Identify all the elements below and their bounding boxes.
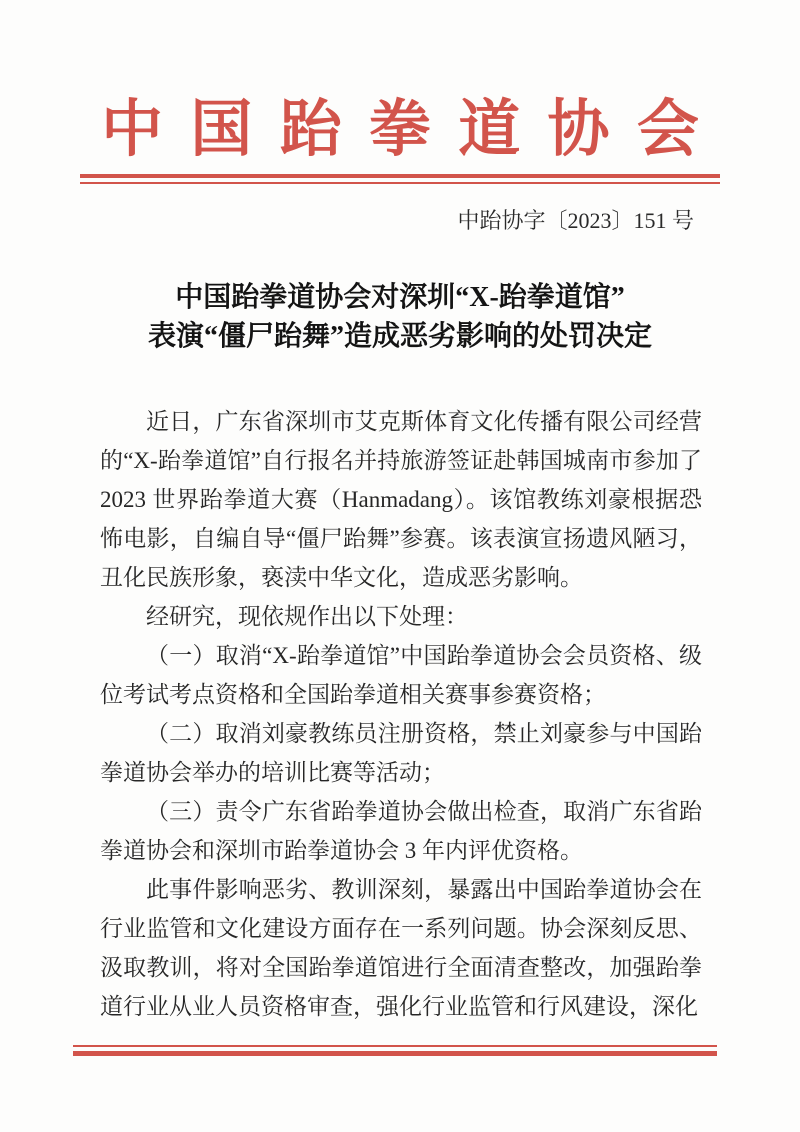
body-paragraph: 近日，广东省深圳市艾克斯体育文化传播有限公司经营的“X-跆拳道馆”自行报名并持旅游签证赴韩国城南市参加了 2023 世界跆拳道大赛（Hanmadang）。该馆教练刘豪根据恐怖电影，自编自导“僵尸跆舞”参赛。该表演宣扬遗风陋习，丑化民族形象，亵渎中华文化，造成恶劣影响。 <box>100 409 702 590</box>
org-title: 中国跆拳道协会 <box>101 96 727 164</box>
body-paragraph: （二）取消刘豪教练员注册资格，禁止刘豪参与中国跆拳道协会举办的培训比赛等活动； <box>100 721 702 785</box>
footer-rule <box>73 1045 717 1056</box>
doc-title-line1: 中国跆拳道协会对深圳“X-跆拳道馆” <box>175 282 625 313</box>
body-paragraph: 此事件影响恶劣、教训深刻，暴露出中国跆拳道协会在行业监管和文化建设方面存在一系列问题。协会深刻反思、汲取教训，将对全国跆拳道馆进行全面清查整改，加强跆拳道行业从业人员资格审查，强化行业监管和行风建设，深化 <box>100 877 702 1019</box>
body-paragraph: （一）取消“X-跆拳道馆”中国跆拳道协会会员资格、级位考试考点资格和全国跆拳道相关赛事参赛资格； <box>100 643 702 707</box>
body-paragraph: 经研究，现依规作出以下处理： <box>146 604 468 629</box>
doc-title <box>0 278 800 356</box>
doc-number: 中跆协字〔2023〕151 号 <box>457 208 694 233</box>
body-text <box>100 402 702 1026</box>
body-paragraph: （三）责令广东省跆拳道协会做出检查，取消广东省跆拳道协会和深圳市跆拳道协会 3 年内评优资格。 <box>100 799 702 863</box>
header-rule <box>80 174 720 184</box>
doc-title-line2: 表演“僵尸跆舞”造成恶劣影响的处罚决定 <box>147 321 652 352</box>
